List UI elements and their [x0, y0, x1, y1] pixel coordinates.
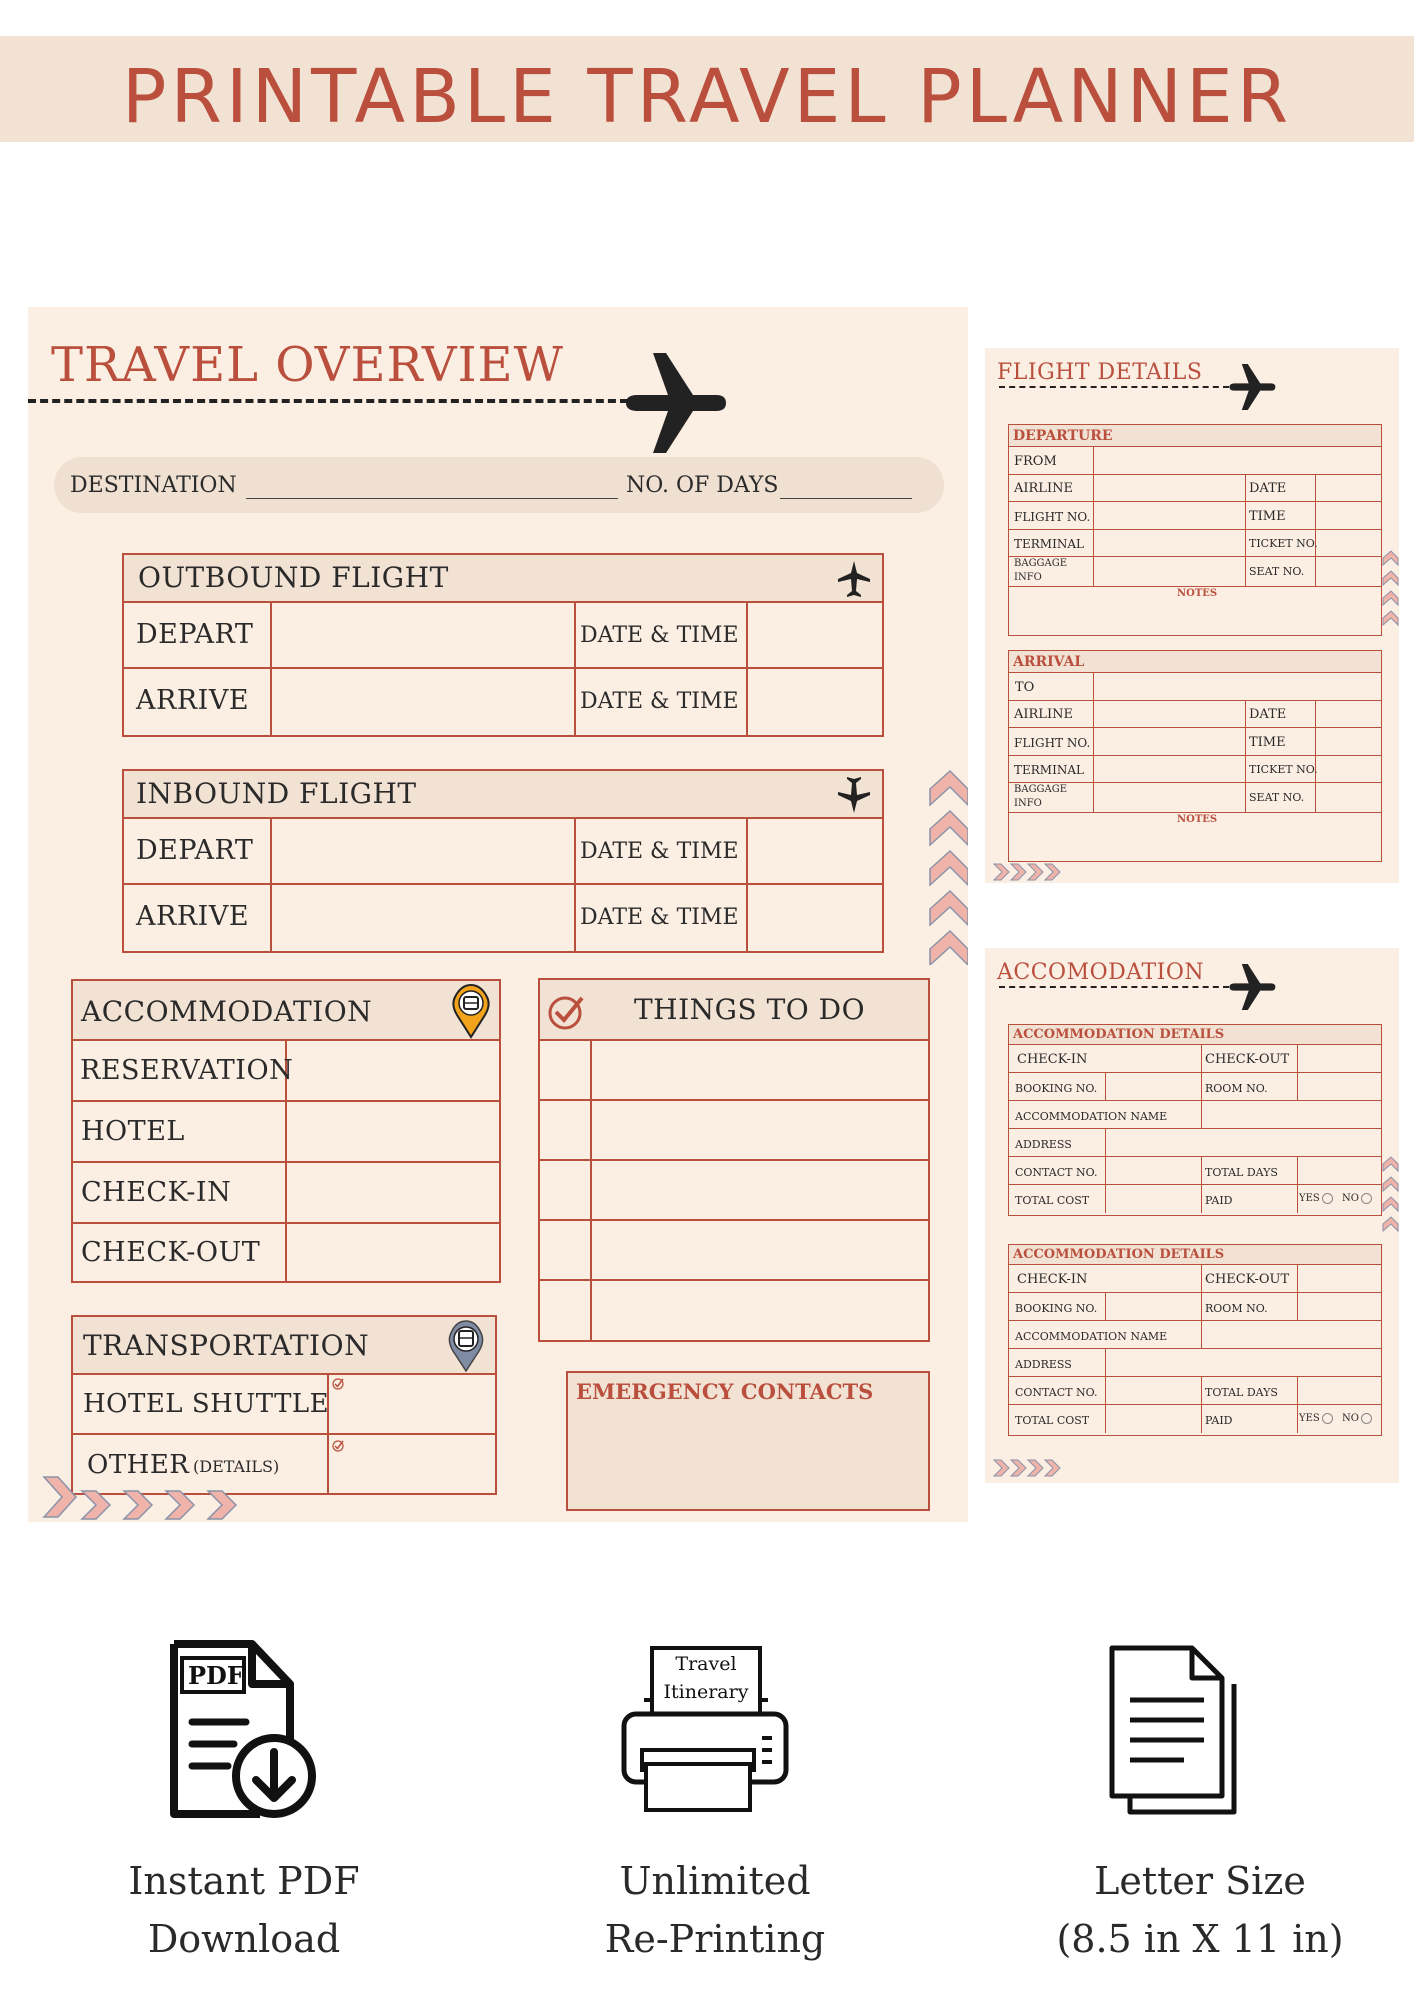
- accom2-no-radio[interactable]: [1361, 1413, 1372, 1424]
- departure-airline-label: AIRLINE: [1014, 481, 1073, 496]
- accom2-total-days-label: TOTAL DAYS: [1205, 1386, 1278, 1399]
- flight-details-sheet: [985, 348, 1399, 883]
- accommodation-table: [71, 979, 501, 1283]
- destination-label: DESTINATION: [70, 473, 237, 498]
- travel-overview-sheet: [28, 307, 968, 1522]
- departure-ticket-label: TICKET NO.: [1249, 537, 1318, 550]
- accom2-room-label: ROOM NO.: [1205, 1302, 1268, 1315]
- todo-checkbox-5[interactable]: [540, 1281, 592, 1340]
- landing-plane-icon: [836, 775, 872, 815]
- overview-title: TRAVEL OVERVIEW: [51, 337, 564, 393]
- inbound-flight-table: [122, 769, 884, 953]
- arrival-to-label: TO: [1015, 680, 1035, 695]
- feature-instant-pdf: [74, 1852, 414, 1968]
- outbound-depart-datetime-input[interactable]: [748, 603, 882, 669]
- arrival-col-divider-3: [1315, 701, 1316, 813]
- reservation-input[interactable]: [287, 1041, 501, 1102]
- outbound-depart-label: DEPART: [136, 619, 254, 650]
- pdf-icon-text: PDF: [188, 1661, 244, 1690]
- departure-flight-no-label: FLIGHT NO.: [1014, 510, 1091, 524]
- accom1-total-cost-label: TOTAL COST: [1015, 1194, 1090, 1207]
- accommodation-details-table-1: [1008, 1024, 1382, 1216]
- days-input[interactable]: [780, 487, 912, 499]
- departure-table: [1008, 424, 1382, 636]
- arrival-col-divider-1: [1093, 673, 1094, 813]
- takeoff-plane-icon: [836, 559, 872, 599]
- todo-checkbox-2[interactable]: [540, 1101, 592, 1161]
- flight-dashed-path: [999, 386, 1229, 388]
- departure-terminal-label: TERMINAL: [1014, 537, 1084, 551]
- check-out-label: CHECK-OUT: [81, 1237, 261, 1268]
- accom2-check-in-label: CHECK-IN: [1017, 1272, 1088, 1287]
- accom2-contact-label: CONTACT NO.: [1015, 1386, 1098, 1399]
- arrival-baggage-label: BAGGAGE: [1014, 784, 1068, 795]
- accom1-divider-h: [1297, 1157, 1298, 1213]
- inbound-flight-header: [124, 771, 882, 819]
- accom2-yes-radio[interactable]: [1322, 1413, 1333, 1424]
- accom2-divider-g: [1201, 1377, 1202, 1433]
- arrival-col-divider-2: [1245, 701, 1246, 813]
- arrival-flight-no-label: FLIGHT NO.: [1014, 736, 1091, 750]
- hotel-shuttle-label: HOTEL SHUTTLE: [83, 1389, 330, 1419]
- things-to-do-title: THINGS TO DO: [634, 993, 866, 1026]
- destination-input[interactable]: [246, 487, 618, 499]
- accom1-divider-g: [1201, 1157, 1202, 1213]
- accom2-check-out-label: CHECK-OUT: [1205, 1272, 1290, 1287]
- arrival-notes-area[interactable]: [1009, 827, 1381, 861]
- transportation-title: TRANSPORTATION: [83, 1329, 370, 1362]
- hotel-location-pin-icon: [449, 983, 493, 1039]
- todo-item-5[interactable]: [592, 1281, 930, 1340]
- todo-checkbox-4[interactable]: [540, 1221, 592, 1281]
- outbound-flight-header: [124, 555, 882, 603]
- arrival-airline-label: AIRLINE: [1014, 707, 1073, 722]
- accom2-address-label: ADDRESS: [1015, 1358, 1072, 1371]
- arrival-time-label: TIME: [1249, 735, 1286, 750]
- feature-letter-size-line2: (8.5 in X 11 in): [1056, 1917, 1344, 1961]
- other-transport-input[interactable]: [329, 1435, 497, 1493]
- shuttle-check-icon[interactable]: [331, 1377, 345, 1391]
- chevron-decoration-right: [928, 769, 968, 965]
- page-title: PRINTABLE TRAVEL PLANNER: [121, 54, 1293, 140]
- bus-location-pin-icon: [445, 1319, 487, 1373]
- things-to-do-table: [538, 978, 930, 1342]
- airplane-icon: [1225, 364, 1277, 410]
- other-transport-label: OTHER: [87, 1450, 190, 1480]
- arrival-seat-label: SEAT NO.: [1249, 791, 1305, 804]
- pdf-download-icon: [168, 1640, 320, 1818]
- accom1-paid-label: PAID: [1205, 1194, 1233, 1207]
- accom2-divider-h: [1297, 1377, 1298, 1433]
- accom1-check-in-label: CHECK-IN: [1017, 1052, 1088, 1067]
- inbound-depart-input[interactable]: [272, 819, 576, 885]
- departure-head: DEPARTURE: [1013, 428, 1113, 444]
- arrival-terminal-label: TERMINAL: [1014, 763, 1084, 777]
- printer-icon: [620, 1644, 790, 1816]
- accom1-divider-e: [1105, 1129, 1106, 1157]
- outbound-arrive-datetime-input[interactable]: [748, 669, 882, 735]
- accom2-yes-label: YES: [1299, 1413, 1320, 1424]
- accom1-divider-b: [1297, 1045, 1298, 1101]
- accom1-paid-options: [1299, 1193, 1372, 1204]
- outbound-depart-datetime-label: DATE & TIME: [580, 623, 739, 648]
- check-in-label: CHECK-IN: [81, 1177, 232, 1208]
- arrival-to-row: [1009, 673, 1381, 701]
- letter-size-document-icon: [1108, 1644, 1240, 1816]
- departure-col-divider-2: [1245, 475, 1246, 587]
- emergency-contacts-title: EMERGENCY CONTACTS: [576, 1379, 874, 1404]
- hotel-label: HOTEL: [81, 1116, 185, 1147]
- departure-notes-label: NOTES: [1177, 588, 1218, 599]
- accom1-name-label: ACCOMMODATION NAME: [1015, 1110, 1168, 1123]
- accom1-yes-label: YES: [1299, 1193, 1320, 1204]
- outbound-arrive-label: ARRIVE: [136, 685, 250, 716]
- departure-date-label: DATE: [1249, 481, 1287, 496]
- other-check-icon[interactable]: [331, 1439, 345, 1453]
- flight-details-title: FLIGHT DETAILS: [997, 360, 1203, 385]
- chevron-decoration-mini-right: [1381, 1156, 1399, 1242]
- chevron-decoration-mini: [993, 1458, 1075, 1478]
- todo-checkbox-3[interactable]: [540, 1161, 592, 1221]
- inbound-arrive-datetime-input[interactable]: [748, 885, 882, 951]
- accom2-paid-options: [1299, 1413, 1372, 1424]
- feature-instant-pdf-line2: Download: [147, 1917, 341, 1961]
- chevron-decoration-mini-right: [1381, 550, 1399, 636]
- transportation-table: [71, 1315, 497, 1495]
- accommodation-details-head-1: ACCOMMODATION DETAILS: [1013, 1027, 1225, 1042]
- airplane-icon: [618, 353, 728, 453]
- feature-letter-size: [1010, 1852, 1390, 1968]
- accom1-divider-f: [1105, 1157, 1106, 1213]
- accom-dashed-path: [999, 986, 1229, 988]
- chevron-decoration-bottom: [42, 1475, 242, 1521]
- things-to-do-header: [540, 980, 928, 1041]
- inbound-depart-datetime-label: DATE & TIME: [580, 839, 739, 864]
- accommodation-sheet: [985, 948, 1399, 1483]
- accom1-no-label: NO: [1341, 1193, 1359, 1204]
- emergency-contacts-box[interactable]: [566, 1371, 930, 1511]
- todo-item-3[interactable]: [592, 1161, 930, 1221]
- arrival-head: ARRIVAL: [1013, 654, 1085, 670]
- printer-icon-text-2: Itinerary: [663, 1681, 749, 1703]
- transportation-header: [73, 1317, 495, 1375]
- arrival-date-label: DATE: [1249, 707, 1287, 722]
- accom2-paid-label: PAID: [1205, 1414, 1233, 1427]
- accom2-divider-c: [1105, 1293, 1106, 1321]
- feature-unlimited-line1: Unlimited: [619, 1859, 811, 1903]
- accom2-no-label: NO: [1341, 1413, 1359, 1424]
- printer-icon-text-1: Travel: [675, 1653, 737, 1675]
- inbound-flight-title: INBOUND FLIGHT: [136, 777, 417, 810]
- departure-time-label: TIME: [1249, 509, 1286, 524]
- departure-baggage-info-label: INFO: [1014, 572, 1042, 583]
- accom2-divider-f: [1105, 1377, 1106, 1433]
- accom2-divider-a: [1201, 1265, 1202, 1321]
- checkmark-circle-icon: [546, 992, 586, 1032]
- accommodation-title: ACCOMMODATION: [81, 995, 373, 1028]
- arrival-table: [1008, 650, 1382, 862]
- accommodation-details-head-2: ACCOMMODATION DETAILS: [1013, 1247, 1225, 1262]
- inbound-depart-label: DEPART: [136, 835, 254, 866]
- feature-unlimited-reprinting: [535, 1852, 895, 1968]
- accom2-divider-e: [1105, 1349, 1106, 1377]
- accom1-check-out-label: CHECK-OUT: [1205, 1052, 1290, 1067]
- inbound-depart-datetime-input[interactable]: [748, 819, 882, 885]
- departure-notes-area[interactable]: [1009, 601, 1381, 635]
- inbound-arrive-input[interactable]: [272, 885, 576, 951]
- days-label: NO. OF DAYS: [626, 473, 779, 498]
- accom1-contact-label: CONTACT NO.: [1015, 1166, 1098, 1179]
- hotel-input[interactable]: [287, 1102, 501, 1163]
- departure-seat-label: SEAT NO.: [1249, 565, 1305, 578]
- check-out-input[interactable]: [287, 1224, 501, 1281]
- accom1-divider-d: [1201, 1101, 1202, 1129]
- inbound-arrive-datetime-label: DATE & TIME: [580, 905, 739, 930]
- airplane-icon: [1225, 964, 1277, 1010]
- inbound-arrive-label: ARRIVE: [136, 901, 250, 932]
- accom1-total-days-label: TOTAL DAYS: [1205, 1166, 1278, 1179]
- todo-checkbox-1[interactable]: [540, 1041, 592, 1101]
- feature-instant-pdf-line1: Instant PDF: [128, 1859, 360, 1903]
- hotel-shuttle-input[interactable]: [329, 1375, 497, 1435]
- outbound-arrive-datetime-label: DATE & TIME: [580, 689, 739, 714]
- dashed-flight-path: [28, 399, 628, 403]
- accom1-room-label: ROOM NO.: [1205, 1082, 1268, 1095]
- accom1-divider-c: [1105, 1073, 1106, 1101]
- todo-item-4[interactable]: [592, 1221, 930, 1281]
- feature-unlimited-line2: Re-Printing: [604, 1917, 826, 1961]
- todo-item-1[interactable]: [592, 1041, 930, 1101]
- outbound-arrive-input[interactable]: [272, 669, 576, 735]
- accom1-address-label: ADDRESS: [1015, 1138, 1072, 1151]
- accom1-yes-radio[interactable]: [1322, 1193, 1333, 1204]
- accom2-name-label: ACCOMMODATION NAME: [1015, 1330, 1168, 1343]
- reservation-label: RESERVATION: [80, 1055, 294, 1086]
- accom2-total-cost-label: TOTAL COST: [1015, 1414, 1090, 1427]
- accommodation-header: [73, 981, 499, 1041]
- accom2-divider-d: [1201, 1321, 1202, 1349]
- accom2-divider-b: [1297, 1265, 1298, 1321]
- arrival-ticket-label: TICKET NO.: [1249, 763, 1318, 776]
- departure-col-divider-1: [1093, 447, 1094, 587]
- departure-col-divider-3: [1315, 475, 1316, 587]
- todo-item-2[interactable]: [592, 1101, 930, 1161]
- feature-letter-size-line1: Letter Size: [1094, 1859, 1306, 1903]
- accom1-no-radio[interactable]: [1361, 1193, 1372, 1204]
- outbound-depart-input[interactable]: [272, 603, 576, 669]
- arrival-baggage-info-label: INFO: [1014, 798, 1042, 809]
- departure-baggage-label: BAGGAGE: [1014, 558, 1068, 569]
- departure-from-row: [1009, 447, 1381, 475]
- accom2-booking-label: BOOKING NO.: [1015, 1302, 1098, 1315]
- departure-from-label: FROM: [1014, 454, 1057, 469]
- check-in-input[interactable]: [287, 1163, 501, 1224]
- arrival-notes-label: NOTES: [1177, 814, 1218, 825]
- outbound-flight-title: OUTBOUND FLIGHT: [138, 561, 449, 594]
- accommodation-details-table-2: [1008, 1244, 1382, 1436]
- other-transport-note: (DETAILS): [193, 1457, 280, 1476]
- accom1-booking-label: BOOKING NO.: [1015, 1082, 1098, 1095]
- outbound-flight-table: [122, 553, 884, 737]
- chevron-decoration-mini: [993, 862, 1075, 882]
- accom1-divider-a: [1201, 1045, 1202, 1101]
- accomodation-title: ACCOMODATION: [997, 960, 1205, 985]
